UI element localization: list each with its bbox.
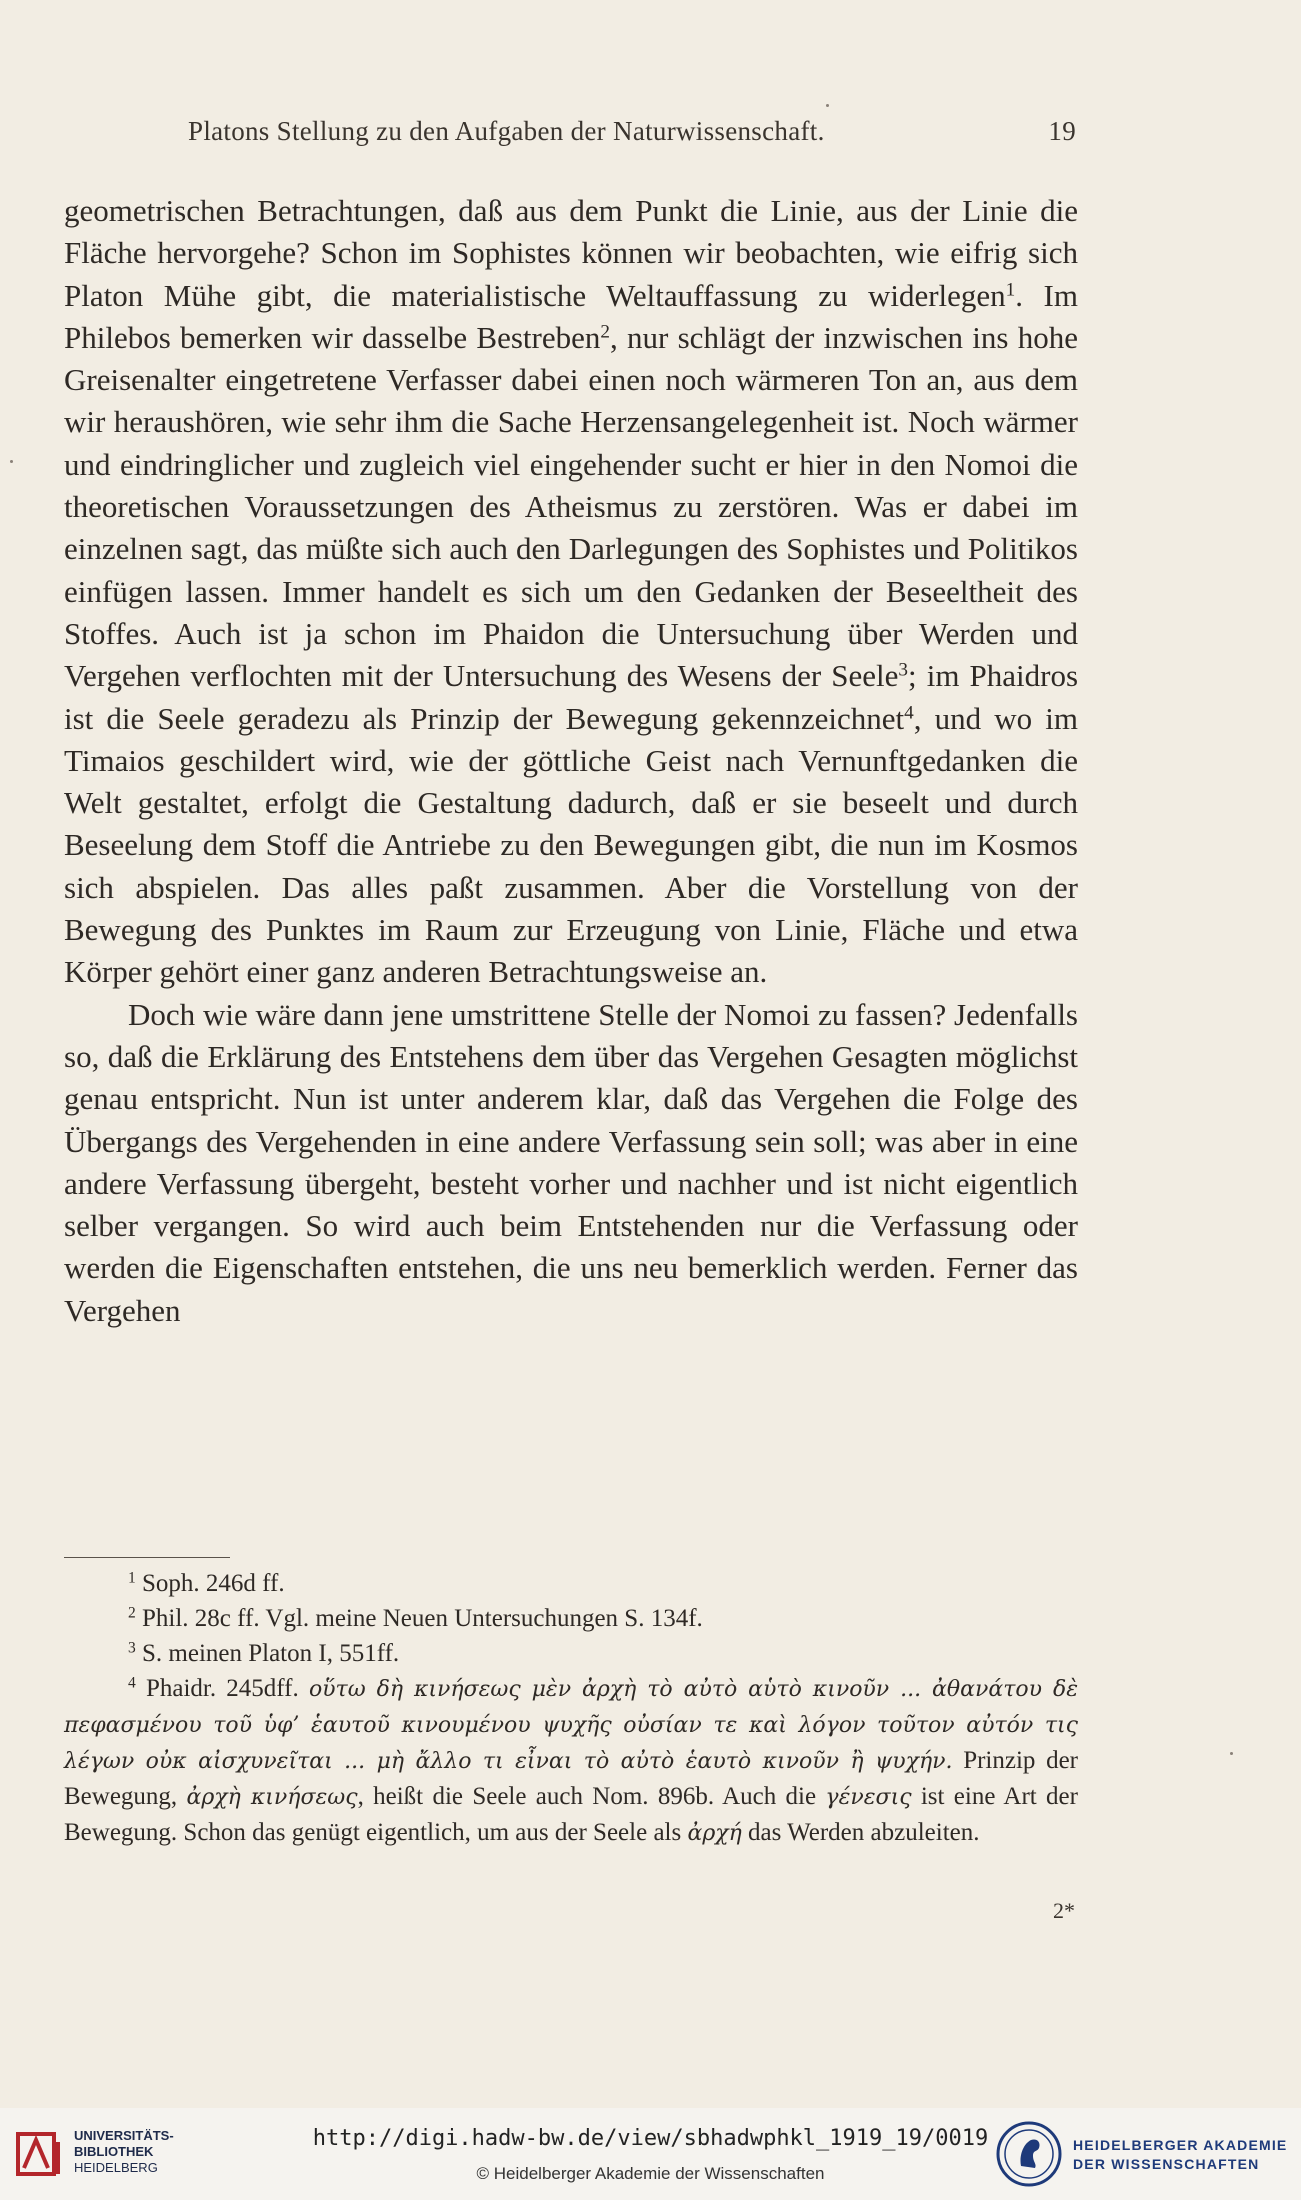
footnote-4: $^4$ Phaidr. 245dff. οὕτω δὴ κινήσεως μὲν ἀρχὴ τὸ αὐτὸ αὑτὸ κινοῦν ... ἀθανάτου δὲ πεφασμένου τοῦ ὑφ’ ἑαυτοῦ κινουμένου ψυχῆς οὐσίαν τε καὶ λόγον τοῦτον αὐτόν τις λέγων οὐκ αἰσχυνεῖται ... μὴ ἄλλο τι εἶναι τὸ αὐτὸ ἑαυτὸ κινοῦν ἢ ψυχήν. Prinzip der Bewegung, ἀρχὴ κινήσεως, heißt die Seele auch Nom. 896b. Auch die γένεσις ist eine Art der Bewegung. Schon das genügt eigentlich, um aus der Seele als ἀρχή das Werden abzuleiten.: [64, 1674, 1079, 1846]
footnotes: [64, 1566, 1078, 1851]
footnote-ref-1[interactable]: 1: [1005, 279, 1016, 301]
running-head: [188, 116, 1076, 156]
scan-speck: [1230, 1752, 1233, 1755]
academy-logo[interactable]: HEIDELBERGER AKADEMIE DER WISSENSCHAFTEN: [995, 2120, 1285, 2190]
footnote-ref-3[interactable]: 3: [898, 659, 909, 681]
body-text: [64, 190, 1078, 1332]
footnote-ref-4[interactable]: 4: [904, 702, 914, 723]
paragraph-1: geometrischen Betrachtungen, daß aus dem Punkt die Linie, aus der Linie die Fläche hervorgehe? Schon im Sophistes können wir beobachten, wie eifrig sich Platon Mühe gibt, die materialistische Weltauffassung zu widerlegen$^1$. Im Philebos bemerken wir dasselbe Bestreben$^2$, nur schlägt der inzwischen ins hohe Greisenalter eingetretene Verfasser dabei einen noch wärmeren Ton an, aus dem wir heraushören, wie sehr ihm die Sache Herzensangelegenheit ist. Noch wärmer und eindringlicher und zugleich viel eingehender sucht er hier in den Nomoi die theoretischen Voraussetzungen des Atheismus zu zerstören. Was er dabei im einzelnen sagt, das müßte sich auch den Darlegungen des Sophistes und Politikos einfügen lassen. Immer handelt es sich um den Gedanken der Beseeltheit des Stoffes. Auch ist ja schon im Phaidon die Untersuchung über Werden und Vergehen verflochten mit der Untersuchung des Wesens der Seele$^3$; im Phaidros ist die Seele geradezu als Prinzip der Bewegung gekennzeichnet$^4$, und wo im Timaios geschildert wird, wie der göttliche Geist nach Vernunftgedanken die Welt gestaltet, erfolgt die Gestaltung dadurch, daß er sie beseelt und durch Beseelung dem Stoff die Antriebe zu den Bewegungen gibt, die nun im Kosmos sich abspielen. Das alles paßt zusammen. Aber die Vorstellung von der Bewegung des Punktes im Raum zur Erzeugung von Linie, Fläche und etwa Körper gehört einer ganz anderen Betrachtungsweise an.: [64, 193, 1079, 990]
footer-bar: [0, 2108, 1301, 2200]
footnote-3: $^3$ S. meinen Platon I, 551ff.: [128, 1639, 400, 1667]
footnote-2: $^2$ Phil. 28c ff. Vgl. meine Neuen Untersuchungen S. 134f.: [128, 1604, 703, 1632]
running-head-title: Platons Stellung zu den Aufgaben der Naturwissenschaft.: [188, 116, 825, 146]
greek-term: ἀρχὴ κινήσεως: [186, 1785, 358, 1810]
footnote-1: $^1$ Soph. 246d ff.: [128, 1569, 285, 1597]
scan-speck: [10, 460, 13, 463]
university-library-logo[interactable]: UNIVERSITÄTS- BIBLIOTHEK HEIDELBERG: [14, 2124, 164, 2190]
greek-term: ἀρχή: [687, 1821, 742, 1846]
copyright-notice: © Heidelberger Akademie der Wissenschaften: [476, 2164, 825, 2183]
permalink-url[interactable]: http://digi.hadw-bw.de/view/sbhadwphkl_1919_19/0019: [312, 2126, 989, 2151]
academy-seal-icon: [995, 2120, 1063, 2188]
sheet-signature: 2*: [1053, 1898, 1075, 1923]
greek-quote: οὕτω δὴ κινήσεως μὲν ἀρχὴ τὸ αὐτὸ αὑτὸ κινοῦν ... ἀθανάτου δὲ πεφασμένου τοῦ ὑφ’ ἑαυτοῦ κινουμένου ψυχῆς οὐσίαν τε καὶ λόγον τοῦτον αὐτόν τις λέγων οὐκ αἰσχυνεῖται ... μὴ ἄλλο τι εἶναι τὸ αὐτὸ ἑαυτὸ κινοῦν ἢ ψυχήν.: [64, 1677, 1078, 1774]
page-number: 19: [1048, 116, 1076, 146]
footnote-ref-2[interactable]: 2: [600, 321, 610, 343]
scan-speck: [826, 104, 829, 107]
greek-term: γένεσις: [825, 1785, 912, 1810]
footnote-rule: [64, 1557, 230, 1558]
paragraph-2: Doch wie wäre dann jene umstrittene Stelle der Nomoi zu fassen? Jedenfalls so, daß die Erklärung des Entstehens dem über das Vergehen Gesagten möglichst genau entspricht. Nun ist unter anderem klar, daß das Vergehen die Folge des Übergangs des Vergehenden in eine andere Verfassung sein soll; was aber in eine andere Verfassung übergeht, besteht vorher und nachher und ist nicht eigentlich selber vergangen. So wird auch beim Entstehenden nur die Verfassung oder werden die Eigenschaften entstehen, die uns neu bemerklich werden. Ferner das Vergehen: [64, 996, 1078, 1328]
